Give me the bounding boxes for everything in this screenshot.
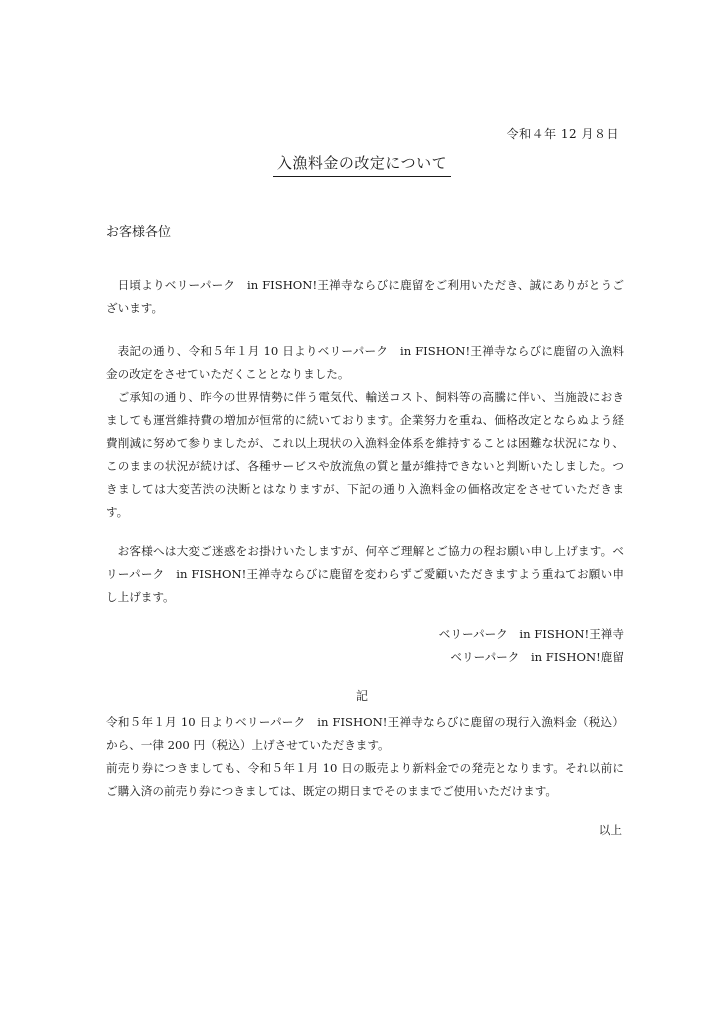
intro-paragraph: 日頃よりベリーパーク in FISHON!王禅寺ならびに鹿留をご利用いただき、誠にありがとうございます。 [106, 278, 624, 315]
signature-line-1: ベリーパーク in FISHON!王禅寺 [438, 627, 624, 641]
main-paragraph-2: ご承知の通り、昨今の世界情勢に伴う電気代、輸送コスト、飼料等の高騰に伴い、当施設におきましても運営維持費の増加が恒常的に続いております。企業努力を重ね、価格改定とならぬよう経費削減に努めて参りましたが、これ以上現状の入漁料金体系を維持することは困難な状況になり、このままの状況が続けば、各種サービスや放流魚の質と量が維持できないと判断いたしました。つきましては大変苦渋の決断とはなりますが、下記の通り入漁料金の価格改定をさせていただきます。 [106, 390, 624, 519]
note-2: 前売り券につきましても、令和５年１月 10 日の販売より新料金での発売となります。それ以前にご購入済の前売り券につきましては、既定の期日までそのままでご使用いただけます。 [106, 761, 624, 798]
main-paragraph-1: 表記の通り、令和５年１月 10 日よりベリーパーク in FISHON!王禅寺ならびに鹿留の入漁料金の改定をさせていただくこととなりました。 [106, 344, 624, 381]
notes-section [106, 711, 624, 803]
signature-line-2: ベリーパーク in FISHON!鹿留 [450, 650, 624, 664]
signature-block [439, 623, 624, 669]
closing-paragraph: お客様へは大変ご迷惑をお掛けいたしますが、何卒ご理解とご協力の程お願い申し上げます。ベリーパーク in FISHON!王禅寺ならびに鹿留を変わらずご愛顧いただきますよう重ねてお願い申し上げます。 [106, 544, 624, 604]
document-title-wrapper [0, 152, 724, 177]
salutation: お客様各位 [106, 225, 172, 240]
note-1: 令和５年１月 10 日よりベリーパーク in FISHON!王禅寺ならびに鹿留の現行入漁料金（税込）から、一律 200 円（税込）上げさせていただきます。 [106, 715, 624, 752]
main-section [106, 340, 624, 524]
intro-section [106, 274, 624, 320]
ki-heading: 記 [355, 689, 368, 703]
document-title: 入漁料金の改定について [273, 152, 451, 177]
closing-mark: 以上 [598, 823, 622, 837]
document-date: 令和４年 12 月８日 [506, 127, 619, 141]
closing-section [106, 540, 624, 609]
